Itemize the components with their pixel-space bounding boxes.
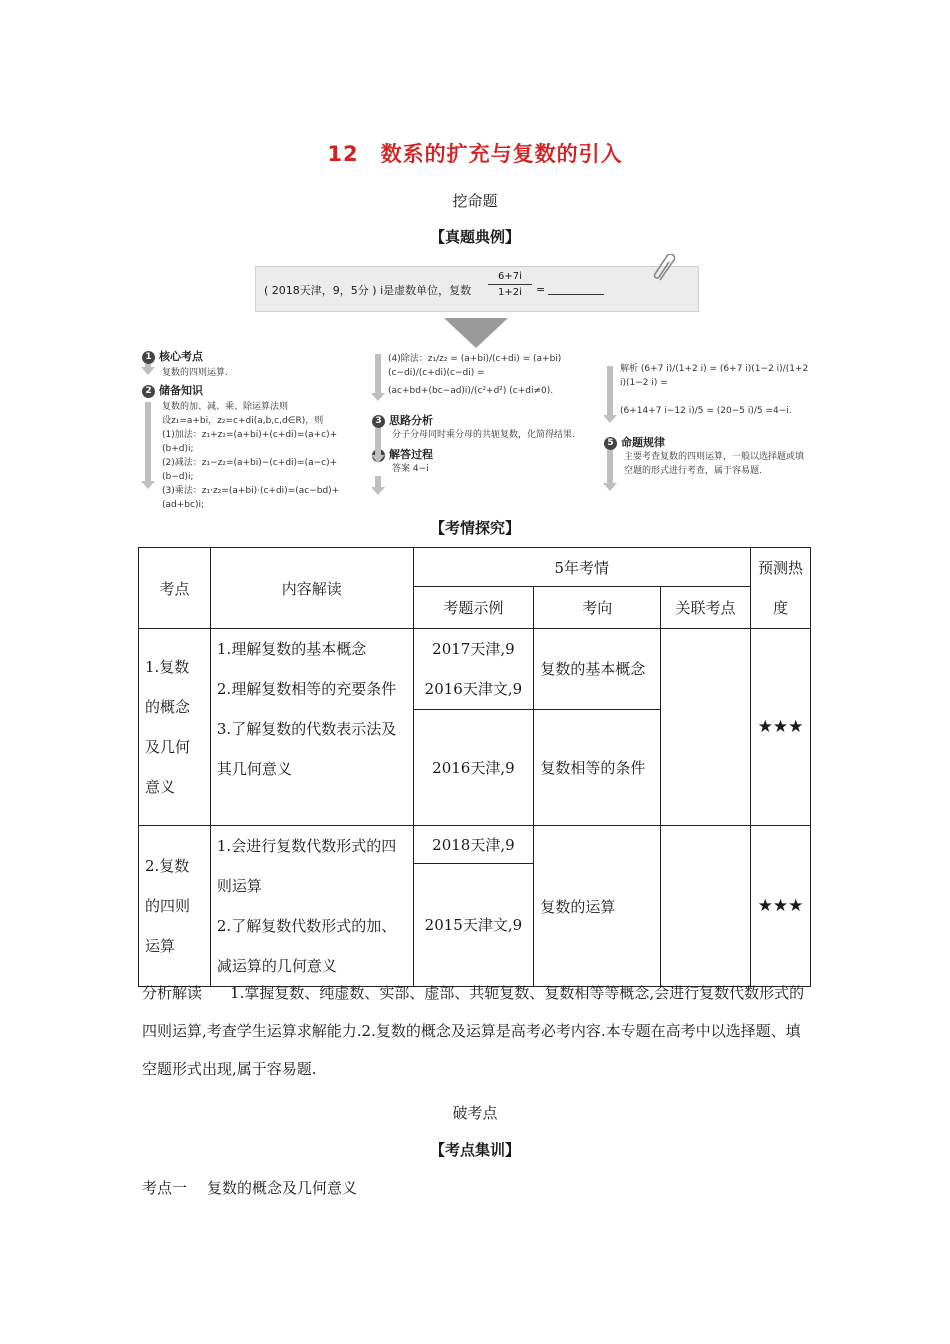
flow-arrow	[145, 364, 151, 368]
analysis-label: 分析解读	[142, 984, 203, 1002]
sub-heading-exam-trends: 【考情探究】	[429, 519, 520, 537]
equals-sign: =	[536, 283, 546, 296]
division-rule: (4)除法：z₁/z₂ = (a+bi)/(c+di) = (a+bi)(c−di)/(c+di)(c−di) = (ac+bd+(bc−ad)i)/(c²+d²) (c+di≠0).	[388, 354, 562, 396]
solution-heading: 解答过程	[372, 446, 602, 462]
row1-heat-stars: ★★★	[750, 629, 810, 826]
knowledge-heading: 2 储备知识	[142, 382, 362, 398]
fraction-bar	[488, 284, 532, 285]
fraction-numerator: 6+7i	[498, 271, 522, 282]
sub-heading-examples: 【真题典例】	[429, 228, 520, 246]
flow-arrow	[375, 428, 381, 456]
example-problem-box	[255, 266, 699, 312]
thinking-heading: 3 思路分析	[372, 412, 602, 428]
analysis-paragraph	[142, 974, 810, 1088]
flow-arrow	[145, 402, 151, 482]
figure-column-3	[604, 362, 810, 478]
core-point-heading: 1 核心考点	[142, 348, 362, 364]
header-example: 考题示例	[413, 587, 534, 629]
section-heading-break-points: 破考点	[452, 1104, 498, 1122]
knowledge-text: 复数的加、减、乘、除运算法则 设z₁=a+bi，z₂=c+di(a,b,c,d∈R)，则 (1)加法：z₁+z₂=(a+bi)+(c+di)=(a+c)+(b+d)i; (2)减法：z₁−z₂=(a+bi)−(c+di)=(a−c)+(b−d)i; (3)乘法：z₁·z₂=(a+bi)·(c+di)=(ac−bd)+ (ad+bc)i;	[162, 402, 340, 510]
row2-content: 1.会进行复数代数形式的四则运算 2.了解复数代数形式的加、减运算的几何意义	[210, 826, 413, 987]
answer-blank	[548, 294, 604, 295]
answer-text: 答案 4−i	[392, 464, 429, 474]
header-five-year: 5年考情	[413, 548, 750, 587]
header-related: 关联考点	[661, 587, 751, 629]
example-source: ( 2018天津，9，5分 ) i是虚数单位，复数	[264, 284, 472, 297]
point-one-heading	[142, 1177, 357, 1198]
row1-example-a: 2017天津,9 2016天津文,9	[413, 629, 534, 710]
number-badge: 1	[142, 351, 155, 364]
page-title	[0, 138, 950, 168]
row2-example-b: 2015天津文,9	[413, 863, 534, 986]
header-heat: 预测热度	[750, 548, 810, 629]
flow-arrow	[607, 366, 613, 416]
number-badge: 5	[604, 437, 617, 450]
exam-trend-table	[138, 547, 811, 987]
sub-heading-training: 【考点集训】	[429, 1141, 520, 1159]
row1-point: 1.复数的概念及几何意义	[139, 629, 211, 826]
chapter-title: 数系的扩充与复数的引入	[380, 142, 623, 166]
number-badge: 2	[142, 385, 155, 398]
number-badge: 3	[372, 415, 385, 428]
header-content: 内容解读	[210, 548, 413, 629]
row1-content: 1.理解复数的基本概念 2.理解复数相等的充要条件 3.了解复数的代数表示法及其几何意义	[210, 629, 413, 826]
analysis-formula: 解析 (6+7 i)/(1+2 i) = (6+7 i)(1−2 i)/(1+2 i)(1−2 i) = (6+14+7 i−12 i)/5 = (20−5 i)/5 =4−i.	[620, 364, 809, 416]
paperclip-icon	[650, 254, 680, 284]
thinking-text: 分子分母同时乘分母的共轭复数，化简得结果.	[392, 430, 575, 440]
figure-column-1	[142, 348, 362, 512]
rule-text: 主要考查复数的四则运算，一般以选择题或填空题的形式进行考查，属于容易题.	[624, 452, 805, 476]
chapter-number: 12	[327, 142, 359, 166]
row2-example-a: 2018天津,9	[413, 826, 534, 864]
row2-direction: 复数的运算	[534, 826, 661, 987]
figure-column-2	[372, 352, 602, 476]
flow-arrow	[375, 354, 381, 394]
header-point: 考点	[139, 548, 211, 629]
flow-arrow	[375, 476, 381, 488]
analysis-text: 1.掌握复数、纯虚数、实部、虚部、共轭复数、复数相等等概念,会进行复数代数形式的四则运算,考查学生运算求解能力.2.复数的概念及运算是高考必考内容.本专题在高考中以选择题、填空题形式出现,属于容易题.	[142, 984, 805, 1078]
fraction-denominator: 1+2i	[498, 287, 522, 298]
row1-related	[661, 629, 751, 826]
section-heading: 挖命题	[452, 192, 498, 210]
down-arrow-icon	[444, 318, 508, 348]
core-point-text: 复数的四则运算.	[162, 368, 228, 378]
row1-direction-a: 复数的基本概念	[534, 629, 661, 710]
row1-example-b: 2016天津,9	[413, 710, 534, 826]
header-direction: 考向	[534, 587, 661, 629]
row2-point: 2.复数的四则运算	[139, 826, 211, 987]
example-fraction	[488, 271, 532, 298]
rule-heading: 5 命题规律	[604, 434, 810, 450]
row2-heat-stars: ★★★	[750, 826, 810, 987]
row1-direction-b: 复数相等的条件	[534, 710, 661, 826]
flow-arrow	[607, 450, 613, 484]
point-one-label: 考点一	[142, 1179, 188, 1197]
row2-related	[661, 826, 751, 987]
point-one-title: 复数的概念及几何意义	[207, 1179, 358, 1197]
